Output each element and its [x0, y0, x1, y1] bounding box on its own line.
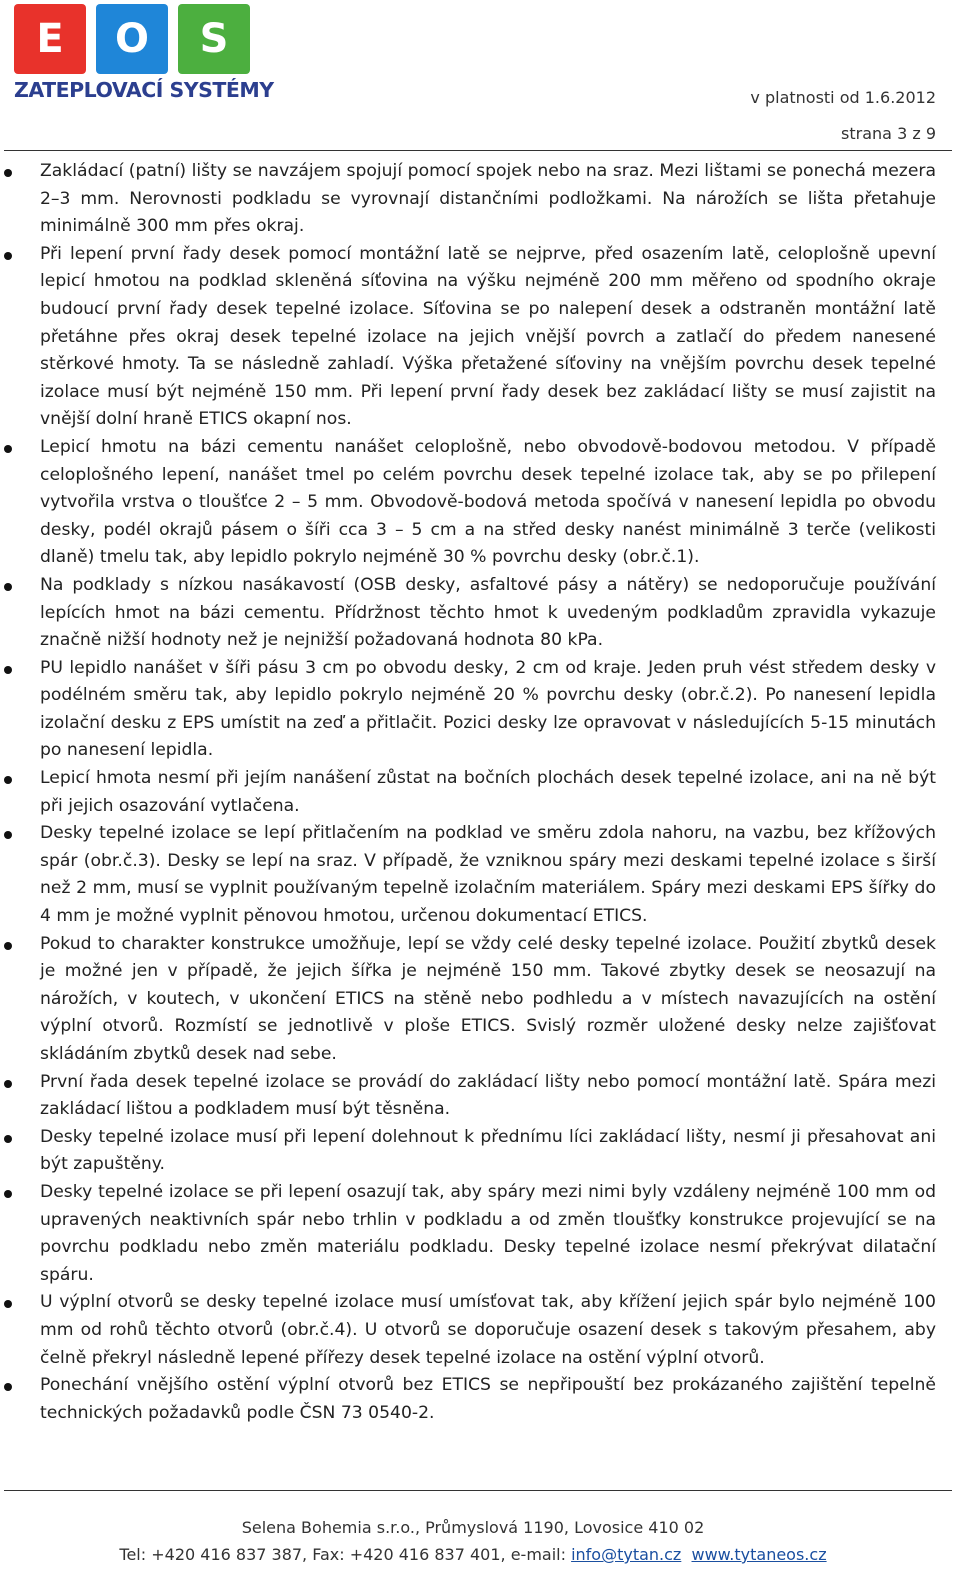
list-item [40, 1372, 936, 1427]
logo-letter-s: S [178, 4, 250, 74]
validity-date: v platnosti od 1.6.2012 [750, 88, 936, 107]
bullet-icon [4, 942, 12, 950]
list-item [40, 1069, 936, 1124]
eos-logo [14, 4, 274, 104]
bullet-icon [4, 666, 12, 674]
contact-line [0, 1545, 946, 1564]
list-item [40, 241, 936, 434]
list-item [40, 158, 936, 241]
list-item-text: Desky tepelné izolace se při lepení osazují tak, aby spáry mezi nimi byly vzdáleny nejméně 100 mm od upravených neaktivních spár nebo trhlin v podkladu a od změn tloušťky konstrukce projevující se na povrchu podkladu nebo změn materiálu podkladu. Desky tepelné izolace nesmí překrývat dilatační spáru. [40, 1181, 936, 1285]
header-divider [4, 150, 952, 151]
list-item-text: Desky tepelné izolace se lepí přitlačením na podklad ve směru zdola nahoru, na vazbu, bez křížových spár (obr.č.3). Desky se lepí na sraz. V případě, že vzniknou spáry mezi deskami tepelné izolace s širší než 2 mm, musí se vyplnit používaným tepelně izolačním materiálem. Spáry mezi deskami EPS šířky do 4 mm je možné vyplnit pěnovou hmotou, určenou dokumentací ETICS. [40, 823, 936, 927]
website-link[interactable]: www.tytaneos.cz [691, 1545, 827, 1564]
instruction-list [40, 158, 936, 1427]
logo-wordmark: ZATEPLOVACÍ SYSTÉMY [14, 78, 274, 102]
list-item-text: U výplní otvorů se desky tepelné izolace musí umísťovat tak, aby křížení jejich spár bylo nejméně 100 mm od rohů těchto otvorů (obr.č.4). U otvorů se doporučuje osazení desek s takovým přesahem, aby čelně překryl následně lepené přířezy desek tepelné izolace na ostění výplní otvorů. [40, 1292, 936, 1368]
bullet-icon [4, 1135, 12, 1143]
bullet-icon [4, 169, 12, 177]
list-item [40, 572, 936, 655]
list-item [40, 434, 936, 572]
bullet-icon [4, 445, 12, 453]
footer-divider [4, 1490, 952, 1491]
logo-letter-o: O [96, 4, 168, 74]
bullet-icon [4, 831, 12, 839]
email-link[interactable]: info@tytan.cz [571, 1545, 682, 1564]
logo-letter-e: E [14, 4, 86, 74]
list-item [40, 1124, 936, 1179]
list-item [40, 655, 936, 765]
list-item [40, 1289, 936, 1372]
list-item-text: Na podklady s nízkou nasákavostí (OSB desky, asfaltové pásy a nátěry) se nedoporučuje používání lepících hmot na bázi cementu. Přídržnost těchto hmot k uvedeným podkladům zpravidla vykazuje značně nižší hodnoty než je nejnižší požadovaná hodnota 80 kPa. [40, 574, 936, 651]
bullet-icon [4, 583, 12, 591]
list-item-text: Ponechání vnějšího ostění výplní otvorů bez ETICS se nepřipouští bez prokázaného zajištění tepelně technických požadavků podle ČSN 73 0540-2. [40, 1375, 936, 1423]
list-item-text: PU lepidlo nanášet v šíři pásu 3 cm po obvodu desky, 2 cm od kraje. Jeden pruh vést středem desky v podélném směru tak, aby lepidlo pokrylo nejméně 20 % povrchu desky (obr.č.2). Po nanesení lepidla izolační desku z EPS umístit na zeď a přitlačit. Pozici desky lze opravovat v následujících 5-15 minutách po nanesení lepidla. [40, 657, 936, 761]
bullet-icon [4, 1080, 12, 1088]
list-item [40, 820, 936, 930]
bullet-icon [4, 252, 12, 260]
bullet-icon [4, 1300, 12, 1308]
list-item [40, 765, 936, 820]
contact-phone-fax: Tel: +420 416 837 387, Fax: +420 416 837 401, e-mail: [119, 1545, 572, 1564]
company-address: Selena Bohemia s.r.o., Průmyslová 1190, Lovosice 410 02 [241, 1518, 705, 1537]
list-item-text: První řada desek tepelné izolace se provádí do zakládací lišty nebo pomocí montážní latě. Spára mezi zakládací lištou a podkladem musí být těsněna. [40, 1071, 936, 1120]
list-item-text: Lepicí hmotu na bázi cementu nanášet celoplošně, nebo obvodově-bodovou metodou. V případě celoplošného lepení, nanášet tmel po celém povrchu desek tepelné izolace tak, aby se po přilepení vytvořila vrstva o tloušťce 2 – 5 mm. Obvodově-bodová metoda spočívá v nanesení lepidla po obvodu desky, podél okrajů pásem o šíři cca 3 – 5 cm a na střed desky nanést minimálně 3 terče (velikosti dlaně) tmelu tak, aby lepidlo pokrylo nejméně 30 % povrchu desky (obr.č.1). [40, 436, 936, 568]
list-item [40, 931, 936, 1069]
page-number: strana 3 z 9 [841, 124, 936, 143]
bullet-icon [4, 1383, 12, 1391]
bullet-icon [4, 776, 12, 784]
list-item-text: Pokud to charakter konstrukce umožňuje, lepí se vždy celé desky tepelné izolace. Použití zbytků desek je možné jen v případě, že jejich šířka je nejméně 150 mm. Takové zbytky desek se neosazují na nárožích, v koutech, v ukončení ETICS na stěně nebo podhledu a v místech navazujících na ostění výplní otvorů. Rozmístí se jednotlivě v ploše ETICS. Svislý rozměr uložené desky nelze zajišťovat skládáním zbytků desek nad sebe. [40, 933, 936, 1064]
list-item-text: Desky tepelné izolace musí při lepení dolehnout k přednímu líci zakládací lišty, nesmí ji přesahovat ani být zapuštěny. [40, 1126, 936, 1175]
list-item-text: Lepicí hmota nesmí při jejím nanášení zůstat na bočních plochách desek tepelné izolace, ani na ně být při jejich osazování vytlačena. [40, 768, 936, 816]
list-item [40, 1179, 936, 1289]
list-item-text: Zakládací (patní) lišty se navzájem spojují pomocí spojek nebo na sraz. Mezi lištami se ponechá mezera 2–3 mm. Nerovnosti podkladu se vyrovnají distančními podložkami. Na nárožích se lišta přetahuje minimálně 300 mm přes okraj. [40, 161, 936, 237]
bullet-icon [4, 1190, 12, 1198]
list-item-text: Při lepení první řady desek pomocí montážní latě se nejprve, před osazením latě, celoplošně upevní lepicí hmotou na podklad skleněná síťovina na výšku nejméně 200 mm měřeno od spodního okraje budoucí první řady desek tepelné izolace. Síťovina se po nalepení desek a odstraněn montážní latě přetáhne přes okraj desek tepelné izolace na jejich vnější povrch a zatlačí do předem nanesené stěrkové hmoty. Ta se následně zahladí. Výška přetažené síťoviny na vnějším povrchu desek tepelné izolace musí být nejméně 150 mm. Při lepení první řady desek bez zakládací lišty se musí zajistit na vnější dolní hraně ETICS okapní nos. [40, 243, 936, 430]
